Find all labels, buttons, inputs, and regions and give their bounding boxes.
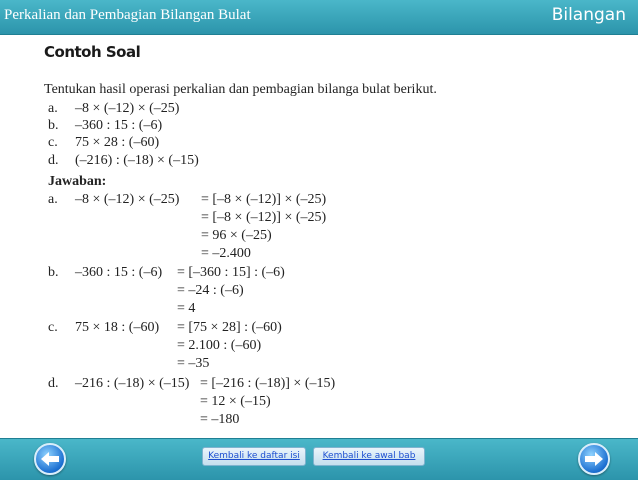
header-bar xyxy=(0,0,638,35)
answer-label: a. xyxy=(48,192,58,207)
question-label: a. xyxy=(48,101,58,116)
question-label: c. xyxy=(48,135,58,150)
section-title: Bilangan xyxy=(551,5,626,25)
answer-label: c. xyxy=(48,320,58,335)
example-heading: Contoh Soal xyxy=(44,43,141,61)
answer-step: = 4 xyxy=(177,301,196,316)
answer-step: = –24 : (–6) xyxy=(177,283,244,298)
question-text: 75 × 28 : (–60) xyxy=(75,135,160,150)
arrow-left-icon xyxy=(41,452,59,466)
answer-step: = [–216 : (–18)] × (–15) xyxy=(200,376,336,391)
answer-step: = [–8 × (–12)] × (–25) xyxy=(201,192,327,207)
answer-step: = 2.100 : (–60) xyxy=(177,338,262,353)
answer-label: b. xyxy=(48,265,59,280)
answer-step: = –2.400 xyxy=(201,246,251,261)
answer-expression: 75 × 18 : (–60) xyxy=(75,320,160,335)
question-label: d. xyxy=(48,153,59,168)
answer-step: = [75 × 28] : (–60) xyxy=(177,320,282,335)
answer-step: = 96 × (–25) xyxy=(201,228,272,243)
answer-expression: –8 × (–12) × (–25) xyxy=(75,192,180,207)
instruction-text: Tentukan hasil operasi perkalian dan pembagian bilanga bulat berikut. xyxy=(44,82,437,97)
question-text: –360 : 15 : (–6) xyxy=(75,118,163,133)
answer-label: d. xyxy=(48,376,59,391)
answer-expression: –360 : 15 : (–6) xyxy=(75,265,163,280)
back-to-chapter-link[interactable]: Kembali ke awal bab xyxy=(313,447,425,466)
answer-step: = [–360 : 15] : (–6) xyxy=(177,265,285,280)
question-text: (–216) : (–18) × (–15) xyxy=(75,153,199,168)
previous-button[interactable] xyxy=(34,443,66,475)
answer-step: = –180 xyxy=(200,412,240,427)
answer-step: = 12 × (–15) xyxy=(200,394,271,409)
question-text: –8 × (–12) × (–25) xyxy=(75,101,180,116)
answer-expression: –216 : (–18) × (–15) xyxy=(75,376,190,391)
back-to-contents-link[interactable]: Kembali ke daftar isi xyxy=(202,447,306,466)
answer-heading: Jawaban: xyxy=(48,174,107,189)
page-title: Perkalian dan Pembagian Bilangan Bulat xyxy=(4,7,251,23)
question-label: b. xyxy=(48,118,59,133)
arrow-right-icon xyxy=(585,452,603,466)
next-button[interactable] xyxy=(578,443,610,475)
answer-step: = –35 xyxy=(177,356,210,371)
answer-step: = [–8 × (–12)] × (–25) xyxy=(201,210,327,225)
